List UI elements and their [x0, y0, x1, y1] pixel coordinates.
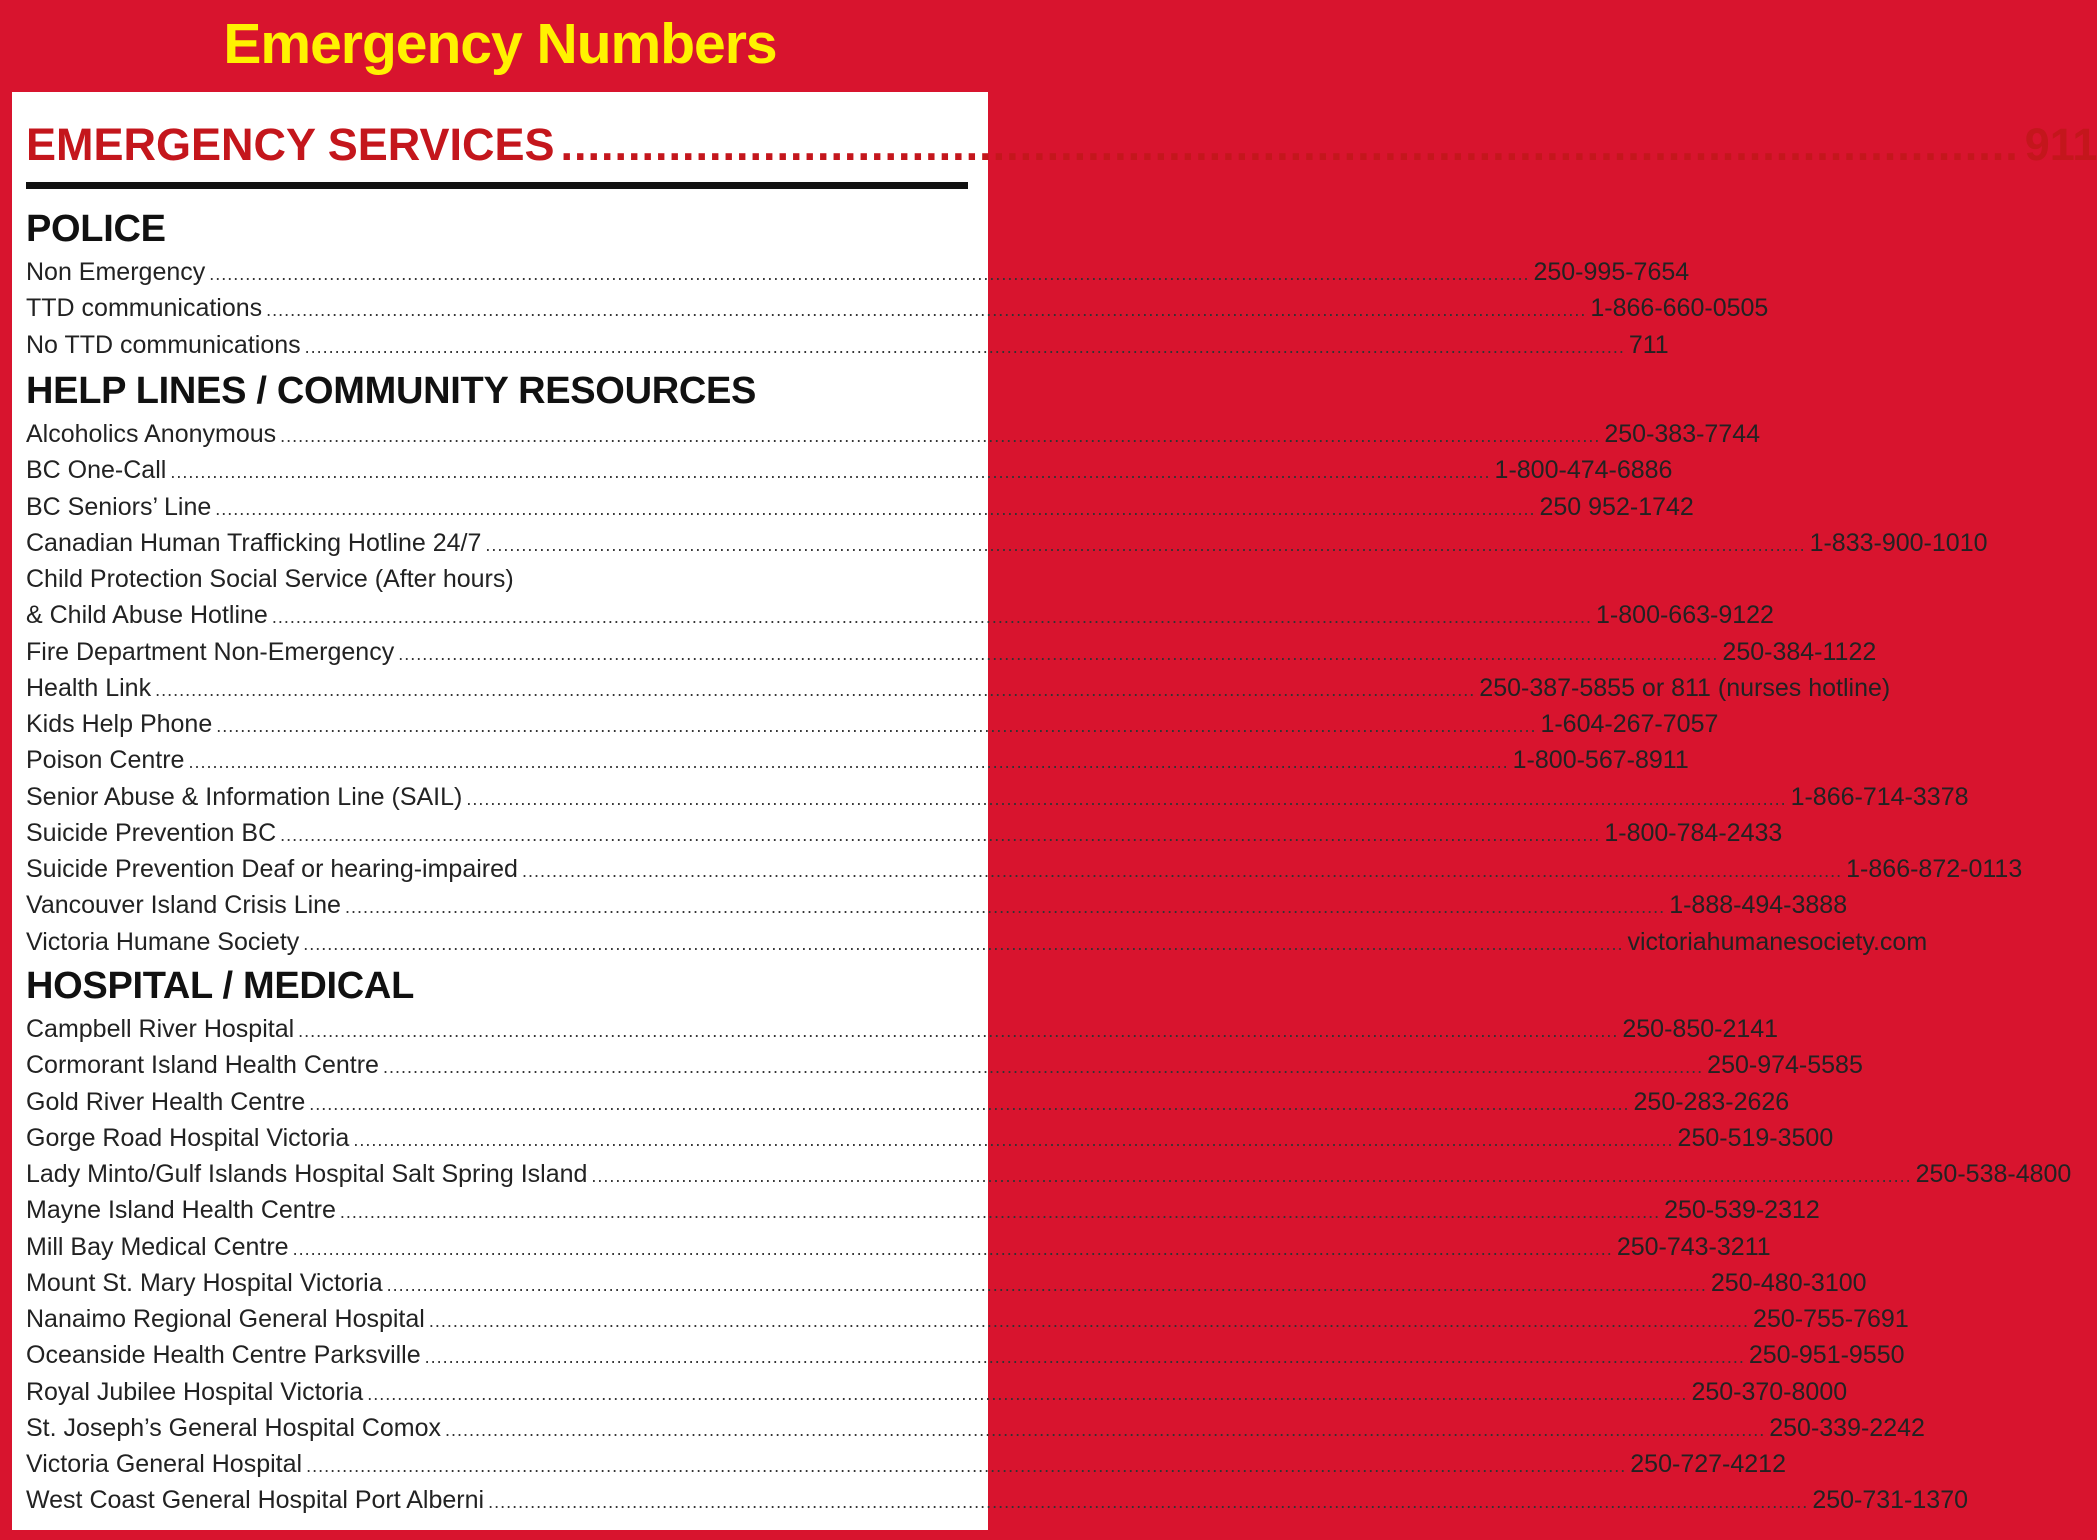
- entry-label: Suicide Prevention Deaf or hearing-impaired: [26, 855, 518, 883]
- entry-row: [26, 815, 1783, 851]
- entry-row: [26, 1084, 1790, 1120]
- dot-leader: ............................................................................................................................................................................................................................: [591, 1166, 1912, 1186]
- entry-value: 1-604-267-7057: [1540, 710, 1719, 738]
- dot-leader: ............................................................................................................................................................................................................................: [488, 1492, 1809, 1513]
- entry-value: 250 952-1742: [1539, 492, 1694, 521]
- section-police: [26, 208, 1769, 363]
- entry-label: Victoria Humane Society: [26, 927, 300, 956]
- entry-row: [26, 706, 1719, 742]
- entry-row: [26, 1482, 1969, 1518]
- entry-value: 711: [1628, 330, 1669, 359]
- entry-label: Oceanside Health Centre Parksville: [26, 1341, 421, 1370]
- content-panel: [12, 92, 2097, 1530]
- entry-value: 250-339-2242: [1769, 1413, 1925, 1442]
- entry-value: 250-387-5855 or 811 (nurses hotline): [1479, 673, 1891, 702]
- dot-leader: ............................................................................................................................................................................................................................: [209, 264, 1530, 284]
- entry-row: [26, 561, 972, 597]
- dot-leader: ............................................................................................................................................................................................................................: [398, 643, 1719, 664]
- dot-leader: ............................................................................................................................................................................................................................: [266, 300, 1587, 321]
- entry-row: [26, 416, 1761, 452]
- dot-leader: ............................................................................................................................................................................................................................: [424, 1347, 1745, 1368]
- entry-label: Cormorant Island Health Centre: [26, 1051, 379, 1080]
- dot-leader: ............................................................................................................................................................................................................................: [188, 752, 1509, 773]
- entry-value: 250-370-8000: [1691, 1377, 1848, 1406]
- entry-label: BC One-Call: [26, 456, 167, 485]
- dot-leader: ............................................................................................................................................................................................................................: [353, 1129, 1674, 1150]
- dot-leader: ............................................................................................................................................................................................................................: [298, 1021, 1619, 1041]
- entry-value: 250-850-2141: [1622, 1015, 1779, 1043]
- dot-leader: ............................................................................................................................................................................................................................: [386, 1274, 1707, 1295]
- entry-row: [26, 1011, 1779, 1047]
- entry-label: Lady Minto/Gulf Islands Hospital Salt Spring Island: [26, 1160, 588, 1188]
- entry-value: 250-539-2312: [1664, 1196, 1820, 1225]
- entry-label: Victoria General Hospital: [26, 1450, 303, 1478]
- entry-row: [26, 327, 1669, 363]
- entry-value: 250-951-9550: [1748, 1341, 1905, 1370]
- entry-label: Canadian Human Trafficking Hotline 24/7: [26, 528, 482, 557]
- entry-label: Suicide Prevention BC: [26, 818, 277, 847]
- dot-leader: ............................................................................................................................................................................................................................: [292, 1238, 1613, 1259]
- dot-leader: ............................................................................................................................................................................................................................: [280, 426, 1601, 446]
- emergency-services-label: EMERGENCY SERVICES: [26, 119, 555, 170]
- dot-leader: ............................................................................................................................................................................................................................: [280, 824, 1601, 845]
- entry-row: [26, 452, 1673, 488]
- entry-value: 250-755-7691: [1753, 1305, 1909, 1333]
- entry-row: [26, 779, 1969, 815]
- entry-value: 1-800-474-6886: [1494, 456, 1673, 485]
- entry-label: Kids Help Phone: [26, 710, 213, 738]
- dot-leader: ............................................................................................................................................................................................................................: [466, 788, 1787, 809]
- entry-value: 1-800-663-9122: [1596, 601, 1774, 630]
- entry-value: victoriahumanesociety.com: [1627, 927, 1928, 956]
- entry-value: 1-866-714-3378: [1790, 782, 1969, 811]
- entry-label: Campbell River Hospital: [26, 1015, 295, 1043]
- dot-leader: ............................................................................................................................................................................................................................: [306, 1456, 1627, 1476]
- entry-row: [26, 1374, 1848, 1410]
- entry-value: 250-283-2626: [1633, 1087, 1790, 1116]
- banner-title: Emergency Numbers: [223, 11, 777, 76]
- entry-row: [26, 1120, 1834, 1156]
- entry-list: [26, 416, 2023, 960]
- dot-leader: ............................................................................................................................................................................................................................: [155, 679, 1476, 700]
- entry-row: [26, 1337, 1905, 1373]
- dot-leader: ............................................................................................................................................................................................................................: [304, 336, 1625, 357]
- entry-row: [26, 887, 1848, 923]
- entry-label: Mayne Island Health Centre: [26, 1196, 336, 1225]
- dot-leader: ............................................................................................................................................................................................................................: [271, 607, 1593, 628]
- entry-value: 250-731-1370: [1812, 1486, 1969, 1515]
- entry-value: 250-974-5585: [1707, 1051, 1863, 1080]
- entry-label: Alcoholics Anonymous: [26, 420, 277, 448]
- entry-value: 250-383-7744: [1604, 420, 1761, 448]
- entry-row: [26, 1229, 1771, 1265]
- section-heading: POLICE: [26, 208, 166, 250]
- entry-row: [26, 1192, 1820, 1228]
- entry-row: [26, 851, 2023, 887]
- entry-label: Non Emergency: [26, 258, 206, 286]
- dot-leader: ............................................................................................................................................................................................................................: [382, 1057, 1704, 1078]
- entry-label: St. Joseph’s General Hospital Comox: [26, 1413, 442, 1442]
- dot-leader: ............................................................................................................................................................................................................................: [303, 933, 1624, 954]
- dot-leader: ............................................................................................................: [560, 119, 2019, 170]
- entry-row: [26, 1301, 1909, 1337]
- entry-label: Senior Abuse & Information Line (SAIL): [26, 782, 463, 811]
- entry-row: [26, 670, 1891, 706]
- entry-row: [26, 254, 1690, 290]
- entry-label: Mill Bay Medical Centre: [26, 1232, 289, 1261]
- entry-label: Vancouver Island Crisis Line: [26, 891, 341, 920]
- entry-row: [26, 1410, 1925, 1446]
- entry-label: Royal Jubilee Hospital Victoria: [26, 1377, 364, 1406]
- entry-label: Poison Centre: [26, 746, 185, 775]
- entry-row: [26, 1047, 1863, 1083]
- dot-leader: ............................................................................................................................................................................................................................: [428, 1311, 1750, 1331]
- emergency-services-number: 911: [2024, 119, 2097, 170]
- entry-value: 250-538-4800: [1915, 1160, 2072, 1188]
- entry-row: [26, 290, 1769, 326]
- entry-row: [26, 924, 1928, 960]
- section-help-lines: [26, 370, 2023, 960]
- dot-leader: ............................................................................................................................................................................................................................: [485, 534, 1806, 555]
- entry-value: 1-800-567-8911: [1512, 746, 1689, 775]
- section-heading: HOSPITAL / MEDICAL: [26, 965, 414, 1007]
- entry-row: [26, 1156, 2072, 1192]
- section-heading: HELP LINES / COMMUNITY RESOURCES: [26, 370, 757, 412]
- entry-value: 250-995-7654: [1533, 258, 1690, 286]
- dot-leader: ............................................................................................................................................................................................................................: [309, 1093, 1630, 1114]
- entry-list: [26, 1011, 2072, 1519]
- entry-label: No TTD communications: [26, 330, 301, 359]
- entry-value: 1-866-660-0505: [1590, 294, 1769, 323]
- entry-label: & Child Abuse Hotline: [26, 601, 268, 630]
- entry-row: [26, 742, 1689, 778]
- entry-row: [26, 1265, 1867, 1301]
- emergency-services-row: [26, 119, 2097, 170]
- entry-value: 250-743-3211: [1616, 1232, 1771, 1261]
- section-hospital-medical: [26, 965, 2072, 1519]
- entry-label: TTD communications: [26, 294, 263, 323]
- entry-label: Child Protection Social Service (After hours): [26, 565, 514, 593]
- entry-label: BC Seniors’ Line: [26, 492, 212, 521]
- dot-leader: ............................................................................................................................................................................................................................: [216, 716, 1537, 736]
- divider: [26, 182, 968, 189]
- entry-label: West Coast General Hospital Port Alberni: [26, 1486, 485, 1515]
- dot-leader: ............................................................................................................................................................................................................................: [339, 1202, 1661, 1223]
- dot-leader: ............................................................................................................................................................................................................................: [367, 1383, 1688, 1404]
- entry-label: Gold River Health Centre: [26, 1087, 306, 1116]
- entry-row: [26, 634, 1877, 670]
- entry-value: 1-833-900-1010: [1809, 528, 1988, 557]
- dot-leader: ............................................................................................................................................................................................................................: [344, 897, 1666, 918]
- entry-row: [26, 1446, 1786, 1482]
- dot-leader: ............................................................................................................................................................................................................................: [445, 1419, 1766, 1440]
- entry-list: [26, 254, 1769, 363]
- entry-value: 1-800-784-2433: [1604, 818, 1783, 847]
- entry-value: 250-384-1122: [1722, 637, 1877, 666]
- entry-value: 250-519-3500: [1677, 1123, 1834, 1152]
- entry-label: Fire Department Non-Emergency: [26, 637, 395, 666]
- dot-leader: ............................................................................................................................................................................................................................: [170, 462, 1491, 483]
- dot-leader: ............................................................................................................................................................................................................................: [215, 498, 1536, 519]
- entry-row: [26, 525, 1988, 561]
- entry-label: Health Link: [26, 673, 152, 702]
- entry-label: Gorge Road Hospital Victoria: [26, 1123, 350, 1152]
- entry-row: [26, 597, 1774, 633]
- entry-label: Nanaimo Regional General Hospital: [26, 1305, 425, 1333]
- entry-value: 250-480-3100: [1710, 1268, 1867, 1297]
- entry-row: [26, 489, 1694, 525]
- entry-value: 1-888-494-3888: [1669, 891, 1848, 920]
- entry-value: 250-727-4212: [1630, 1450, 1786, 1478]
- banner: [0, 0, 1000, 92]
- dot-leader: ............................................................................................................................................................................................................................: [521, 861, 1843, 881]
- entry-label: Mount St. Mary Hospital Victoria: [26, 1268, 383, 1297]
- entry-value: 1-866-872-0113: [1846, 855, 2023, 883]
